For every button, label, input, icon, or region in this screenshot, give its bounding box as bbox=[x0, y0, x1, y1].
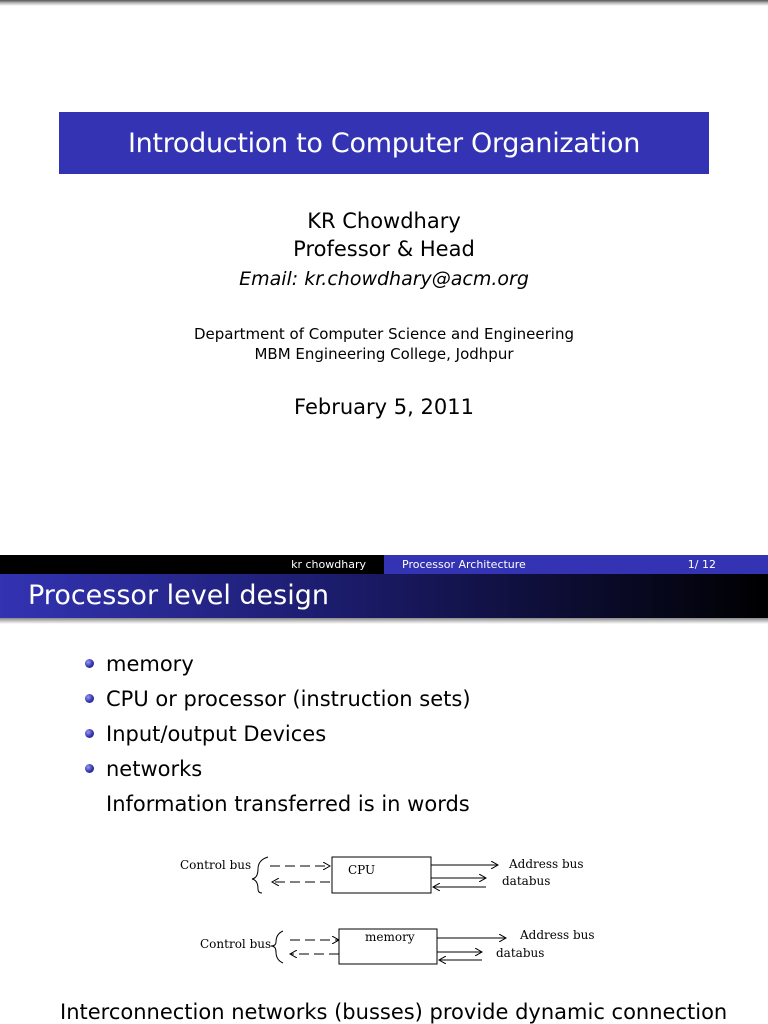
bullet-text: CPU or processor (instruction sets) bbox=[106, 687, 471, 711]
address-bus-label-1: Address bus bbox=[509, 857, 584, 871]
databus-label-2: databus bbox=[496, 946, 545, 960]
info-text: Information transferred is in words bbox=[106, 792, 470, 816]
department: Department of Computer Science and Engineering bbox=[193, 325, 574, 343]
footer-page-number: 1/ 12 bbox=[687, 558, 716, 571]
author-email: Email: kr.chowdhary@acm.org bbox=[239, 268, 529, 290]
control-bus-brace-1 bbox=[252, 857, 268, 893]
bullet-text: memory bbox=[106, 652, 194, 676]
frame-title: Processor level design bbox=[0, 574, 768, 618]
author-name: KR Chowdhary bbox=[307, 209, 461, 233]
bottom-text: Interconnection networks (busses) provide dynamic connection bbox=[60, 1000, 728, 1024]
footer-section-title: Processor Architecture bbox=[402, 558, 526, 571]
bullet-text: networks bbox=[106, 757, 203, 781]
control-bus-label-1: Control bus bbox=[180, 858, 252, 872]
control-bus-brace-2 bbox=[271, 931, 283, 963]
presentation-date: February 5, 2011 bbox=[294, 395, 474, 419]
memory-label: memory bbox=[365, 930, 415, 944]
control-bus-label-2: Control bus bbox=[200, 937, 272, 951]
college: MBM Engineering College, Jodhpur bbox=[254, 345, 514, 363]
presentation-title: Introduction to Computer Organization bbox=[127, 127, 641, 159]
databus-label-1: databus bbox=[502, 874, 551, 888]
address-bus-label-2: Address bus bbox=[520, 928, 595, 942]
cpu-label: CPU bbox=[348, 863, 376, 877]
footer-author: kr chowdhary bbox=[291, 558, 366, 571]
bullet-text: Input/output Devices bbox=[106, 722, 327, 746]
cpu-box bbox=[332, 857, 431, 893]
author-role: Professor & Head bbox=[293, 237, 475, 261]
